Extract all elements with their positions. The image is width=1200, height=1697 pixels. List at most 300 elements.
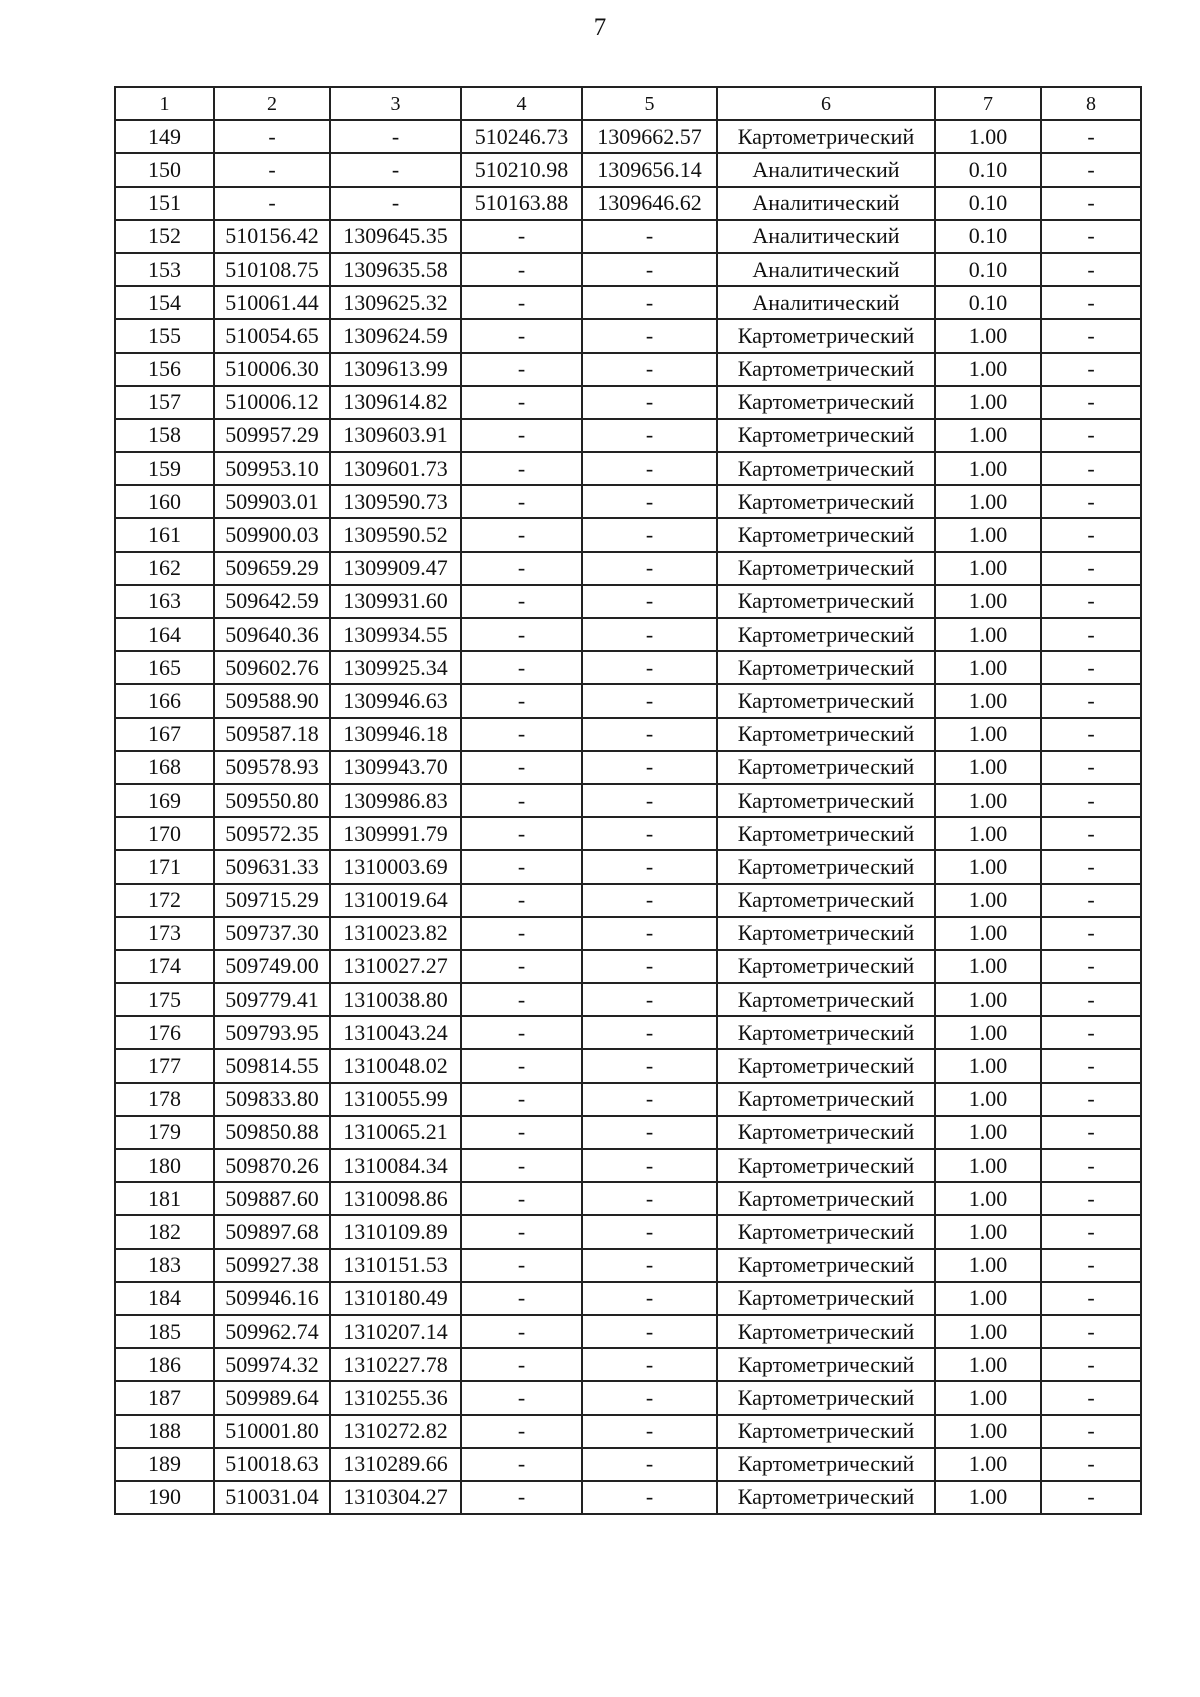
point-number-cell: 160 [115, 485, 214, 518]
point-number-cell: 190 [115, 1481, 214, 1514]
x-coordinate-alt-cell: - [461, 518, 582, 551]
note-cell: - [1041, 1083, 1141, 1116]
x-coordinate-alt-cell: - [461, 253, 582, 286]
note-cell: - [1041, 1116, 1141, 1149]
method-cell: Картометрический [717, 950, 935, 983]
x-coordinate-cell: 509715.29 [214, 884, 330, 917]
accuracy-cell: 1.00 [935, 1481, 1041, 1514]
accuracy-cell: 1.00 [935, 1448, 1041, 1481]
x-coordinate-alt-cell: - [461, 1448, 582, 1481]
accuracy-cell: 0.10 [935, 220, 1041, 253]
table-row [115, 552, 1141, 585]
y-coordinate-cell: 1310289.66 [330, 1448, 461, 1481]
y-coordinate-cell: 1310065.21 [330, 1116, 461, 1149]
method-cell: Картометрический [717, 1282, 935, 1315]
y-coordinate-cell: 1309614.82 [330, 386, 461, 419]
y-coordinate-cell: 1309625.32 [330, 286, 461, 319]
method-cell: Картометрический [717, 850, 935, 883]
method-cell: Аналитический [717, 220, 935, 253]
x-coordinate-alt-cell: - [461, 485, 582, 518]
y-coordinate-cell: - [330, 187, 461, 220]
note-cell: - [1041, 1415, 1141, 1448]
accuracy-cell: 1.00 [935, 120, 1041, 153]
column-header-6: 6 [717, 87, 935, 120]
x-coordinate-cell: 509953.10 [214, 452, 330, 485]
method-cell: Картометрический [717, 1315, 935, 1348]
accuracy-cell: 1.00 [935, 850, 1041, 883]
point-number-cell: 178 [115, 1083, 214, 1116]
accuracy-cell: 1.00 [935, 618, 1041, 651]
y-coordinate-alt-cell: - [582, 1016, 717, 1049]
y-coordinate-cell: 1309603.91 [330, 419, 461, 452]
y-coordinate-alt-cell: - [582, 1116, 717, 1149]
y-coordinate-alt-cell: - [582, 585, 717, 618]
x-coordinate-cell: 509974.32 [214, 1348, 330, 1381]
method-cell: Картометрический [717, 1016, 935, 1049]
y-coordinate-cell: 1309645.35 [330, 220, 461, 253]
x-coordinate-cell: 510018.63 [214, 1448, 330, 1481]
accuracy-cell: 1.00 [935, 419, 1041, 452]
y-coordinate-alt-cell: 1309646.62 [582, 187, 717, 220]
point-number-cell: 163 [115, 585, 214, 618]
note-cell: - [1041, 253, 1141, 286]
method-cell: Картометрический [717, 983, 935, 1016]
accuracy-cell: 1.00 [935, 518, 1041, 551]
note-cell: - [1041, 684, 1141, 717]
y-coordinate-cell: 1309909.47 [330, 552, 461, 585]
x-coordinate-cell: 510006.12 [214, 386, 330, 419]
note-cell: - [1041, 1282, 1141, 1315]
table-row [115, 1049, 1141, 1082]
x-coordinate-alt-cell: 510246.73 [461, 120, 582, 153]
table-row [115, 1315, 1141, 1348]
y-coordinate-alt-cell: - [582, 485, 717, 518]
table-row [115, 153, 1141, 186]
table-row [115, 1016, 1141, 1049]
y-coordinate-alt-cell: - [582, 1049, 717, 1082]
table-row [115, 220, 1141, 253]
note-cell: - [1041, 784, 1141, 817]
column-header-7: 7 [935, 87, 1041, 120]
note-cell: - [1041, 1016, 1141, 1049]
note-cell: - [1041, 1481, 1141, 1514]
x-coordinate-cell: 509962.74 [214, 1315, 330, 1348]
method-cell: Картометрический [717, 1415, 935, 1448]
method-cell: Картометрический [717, 120, 935, 153]
accuracy-cell: 1.00 [935, 684, 1041, 717]
y-coordinate-cell: 1309946.63 [330, 684, 461, 717]
header-row [115, 87, 1141, 120]
y-coordinate-cell: 1309590.52 [330, 518, 461, 551]
method-cell: Картометрический [717, 618, 935, 651]
accuracy-cell: 1.00 [935, 1315, 1041, 1348]
accuracy-cell: 1.00 [935, 1116, 1041, 1149]
x-coordinate-alt-cell: - [461, 1049, 582, 1082]
y-coordinate-alt-cell: - [582, 1083, 717, 1116]
note-cell: - [1041, 917, 1141, 950]
x-coordinate-alt-cell: - [461, 1348, 582, 1381]
point-number-cell: 173 [115, 917, 214, 950]
x-coordinate-alt-cell: - [461, 884, 582, 917]
accuracy-cell: 1.00 [935, 950, 1041, 983]
method-cell: Аналитический [717, 286, 935, 319]
table-row [115, 585, 1141, 618]
table-row [115, 1348, 1141, 1381]
x-coordinate-cell: 509631.33 [214, 850, 330, 883]
x-coordinate-cell: 509572.35 [214, 817, 330, 850]
note-cell: - [1041, 983, 1141, 1016]
method-cell: Аналитический [717, 153, 935, 186]
table-row [115, 1415, 1141, 1448]
method-cell: Картометрический [717, 684, 935, 717]
x-coordinate-alt-cell: - [461, 817, 582, 850]
x-coordinate-cell: 509957.29 [214, 419, 330, 452]
point-number-cell: 158 [115, 419, 214, 452]
y-coordinate-cell: 1309613.99 [330, 353, 461, 386]
x-coordinate-alt-cell: - [461, 651, 582, 684]
x-coordinate-alt-cell: - [461, 353, 582, 386]
method-cell: Картометрический [717, 884, 935, 917]
y-coordinate-cell: 1310055.99 [330, 1083, 461, 1116]
accuracy-cell: 1.00 [935, 552, 1041, 585]
x-coordinate-alt-cell: - [461, 552, 582, 585]
note-cell: - [1041, 220, 1141, 253]
method-cell: Аналитический [717, 253, 935, 286]
note-cell: - [1041, 187, 1141, 220]
note-cell: - [1041, 286, 1141, 319]
table-row [115, 983, 1141, 1016]
accuracy-cell: 1.00 [935, 585, 1041, 618]
x-coordinate-alt-cell: - [461, 1083, 582, 1116]
x-coordinate-alt-cell: - [461, 1249, 582, 1282]
table-row [115, 1182, 1141, 1215]
x-coordinate-alt-cell: - [461, 1415, 582, 1448]
x-coordinate-alt-cell: - [461, 1182, 582, 1215]
column-header-8: 8 [1041, 87, 1141, 120]
note-cell: - [1041, 518, 1141, 551]
x-coordinate-cell: 509550.80 [214, 784, 330, 817]
accuracy-cell: 1.00 [935, 718, 1041, 751]
x-coordinate-cell: 510006.30 [214, 353, 330, 386]
y-coordinate-alt-cell: - [582, 1415, 717, 1448]
note-cell: - [1041, 1049, 1141, 1082]
point-number-cell: 161 [115, 518, 214, 551]
x-coordinate-cell: - [214, 120, 330, 153]
point-number-cell: 151 [115, 187, 214, 220]
x-coordinate-alt-cell: 510163.88 [461, 187, 582, 220]
x-coordinate-alt-cell: - [461, 1381, 582, 1414]
note-cell: - [1041, 353, 1141, 386]
y-coordinate-cell: 1310048.02 [330, 1049, 461, 1082]
table-row [115, 386, 1141, 419]
y-coordinate-cell: 1310038.80 [330, 983, 461, 1016]
table-row [115, 817, 1141, 850]
point-number-cell: 170 [115, 817, 214, 850]
y-coordinate-alt-cell: - [582, 751, 717, 784]
note-cell: - [1041, 1315, 1141, 1348]
accuracy-cell: 0.10 [935, 187, 1041, 220]
point-number-cell: 166 [115, 684, 214, 717]
y-coordinate-cell: 1310027.27 [330, 950, 461, 983]
point-number-cell: 175 [115, 983, 214, 1016]
point-number-cell: 180 [115, 1149, 214, 1182]
table-row [115, 1149, 1141, 1182]
table-row [115, 1448, 1141, 1481]
x-coordinate-cell: 509640.36 [214, 618, 330, 651]
x-coordinate-alt-cell: - [461, 1481, 582, 1514]
note-cell: - [1041, 153, 1141, 186]
x-coordinate-cell: 509900.03 [214, 518, 330, 551]
y-coordinate-alt-cell: - [582, 618, 717, 651]
y-coordinate-cell: 1309946.18 [330, 718, 461, 751]
accuracy-cell: 1.00 [935, 1049, 1041, 1082]
accuracy-cell: 1.00 [935, 1282, 1041, 1315]
y-coordinate-alt-cell: - [582, 950, 717, 983]
table-row [115, 850, 1141, 883]
column-header-5: 5 [582, 87, 717, 120]
method-cell: Картометрический [717, 452, 935, 485]
y-coordinate-cell: 1309601.73 [330, 452, 461, 485]
x-coordinate-alt-cell: - [461, 220, 582, 253]
y-coordinate-alt-cell: - [582, 817, 717, 850]
point-number-cell: 150 [115, 153, 214, 186]
note-cell: - [1041, 884, 1141, 917]
point-number-cell: 189 [115, 1448, 214, 1481]
table-body [115, 120, 1141, 1514]
y-coordinate-alt-cell: - [582, 1315, 717, 1348]
x-coordinate-cell: 510156.42 [214, 220, 330, 253]
note-cell: - [1041, 1182, 1141, 1215]
note-cell: - [1041, 120, 1141, 153]
method-cell: Картометрический [717, 1481, 935, 1514]
y-coordinate-cell: 1309635.58 [330, 253, 461, 286]
y-coordinate-cell: 1310084.34 [330, 1149, 461, 1182]
point-number-cell: 162 [115, 552, 214, 585]
y-coordinate-cell: 1310098.86 [330, 1182, 461, 1215]
x-coordinate-cell: 509887.60 [214, 1182, 330, 1215]
table-row [115, 286, 1141, 319]
table-header [115, 87, 1141, 120]
y-coordinate-alt-cell: - [582, 552, 717, 585]
y-coordinate-cell: 1310207.14 [330, 1315, 461, 1348]
accuracy-cell: 1.00 [935, 1381, 1041, 1414]
y-coordinate-cell: 1310255.36 [330, 1381, 461, 1414]
page-number: 7 [593, 14, 607, 41]
note-cell: - [1041, 1149, 1141, 1182]
table-row [115, 1083, 1141, 1116]
table-row [115, 884, 1141, 917]
y-coordinate-alt-cell: - [582, 651, 717, 684]
column-header-4: 4 [461, 87, 582, 120]
point-number-cell: 172 [115, 884, 214, 917]
accuracy-cell: 1.00 [935, 983, 1041, 1016]
y-coordinate-cell: - [330, 153, 461, 186]
y-coordinate-cell: 1310227.78 [330, 1348, 461, 1381]
x-coordinate-alt-cell: - [461, 1116, 582, 1149]
accuracy-cell: 1.00 [935, 485, 1041, 518]
y-coordinate-cell: 1309986.83 [330, 784, 461, 817]
y-coordinate-alt-cell: - [582, 253, 717, 286]
x-coordinate-alt-cell: - [461, 386, 582, 419]
table-row [115, 518, 1141, 551]
table-row [115, 1116, 1141, 1149]
table-row [115, 319, 1141, 352]
point-number-cell: 184 [115, 1282, 214, 1315]
point-number-cell: 182 [115, 1215, 214, 1248]
method-cell: Картометрический [717, 651, 935, 684]
x-coordinate-cell: 509749.00 [214, 950, 330, 983]
method-cell: Картометрический [717, 552, 935, 585]
x-coordinate-alt-cell: - [461, 585, 582, 618]
point-number-cell: 174 [115, 950, 214, 983]
accuracy-cell: 1.00 [935, 917, 1041, 950]
x-coordinate-cell: - [214, 153, 330, 186]
x-coordinate-cell: 509659.29 [214, 552, 330, 585]
point-number-cell: 168 [115, 751, 214, 784]
y-coordinate-alt-cell: - [582, 1249, 717, 1282]
table-row [115, 651, 1141, 684]
y-coordinate-alt-cell: - [582, 353, 717, 386]
x-coordinate-alt-cell: - [461, 286, 582, 319]
x-coordinate-cell: 509588.90 [214, 684, 330, 717]
y-coordinate-alt-cell: - [582, 1149, 717, 1182]
y-coordinate-alt-cell: - [582, 1448, 717, 1481]
method-cell: Картометрический [717, 1149, 935, 1182]
point-number-cell: 169 [115, 784, 214, 817]
y-coordinate-cell: - [330, 120, 461, 153]
x-coordinate-cell: 510054.65 [214, 319, 330, 352]
y-coordinate-cell: 1310151.53 [330, 1249, 461, 1282]
accuracy-cell: 0.10 [935, 253, 1041, 286]
table-row [115, 452, 1141, 485]
x-coordinate-alt-cell: - [461, 1315, 582, 1348]
y-coordinate-alt-cell: 1309662.57 [582, 120, 717, 153]
accuracy-cell: 1.00 [935, 817, 1041, 850]
accuracy-cell: 1.00 [935, 1182, 1041, 1215]
point-number-cell: 176 [115, 1016, 214, 1049]
table-row [115, 917, 1141, 950]
y-coordinate-alt-cell: - [582, 1381, 717, 1414]
table-row [115, 618, 1141, 651]
note-cell: - [1041, 1381, 1141, 1414]
note-cell: - [1041, 618, 1141, 651]
coordinates-table [114, 86, 1142, 1515]
y-coordinate-alt-cell: - [582, 1481, 717, 1514]
y-coordinate-alt-cell: - [582, 884, 717, 917]
x-coordinate-alt-cell: - [461, 751, 582, 784]
x-coordinate-alt-cell: - [461, 1215, 582, 1248]
point-number-cell: 167 [115, 718, 214, 751]
y-coordinate-cell: 1309624.59 [330, 319, 461, 352]
point-number-cell: 185 [115, 1315, 214, 1348]
method-cell: Картометрический [717, 585, 935, 618]
method-cell: Картометрический [717, 784, 935, 817]
y-coordinate-alt-cell: - [582, 419, 717, 452]
x-coordinate-cell: 509870.26 [214, 1149, 330, 1182]
y-coordinate-cell: 1309925.34 [330, 651, 461, 684]
accuracy-cell: 1.00 [935, 452, 1041, 485]
point-number-cell: 164 [115, 618, 214, 651]
method-cell: Картометрический [717, 917, 935, 950]
table-row [115, 187, 1141, 220]
method-cell: Картометрический [717, 1448, 935, 1481]
note-cell: - [1041, 651, 1141, 684]
point-number-cell: 187 [115, 1381, 214, 1414]
table-row [115, 419, 1141, 452]
x-coordinate-cell: 509833.80 [214, 1083, 330, 1116]
x-coordinate-cell: 510031.04 [214, 1481, 330, 1514]
x-coordinate-alt-cell: - [461, 917, 582, 950]
point-number-cell: 188 [115, 1415, 214, 1448]
x-coordinate-cell: 509793.95 [214, 1016, 330, 1049]
note-cell: - [1041, 552, 1141, 585]
x-coordinate-cell: 509989.64 [214, 1381, 330, 1414]
table-row [115, 1381, 1141, 1414]
point-number-cell: 152 [115, 220, 214, 253]
table-row [115, 1481, 1141, 1514]
x-coordinate-cell: 509814.55 [214, 1049, 330, 1082]
method-cell: Картометрический [717, 1083, 935, 1116]
point-number-cell: 183 [115, 1249, 214, 1282]
note-cell: - [1041, 751, 1141, 784]
table-row [115, 253, 1141, 286]
point-number-cell: 155 [115, 319, 214, 352]
x-coordinate-cell: 509602.76 [214, 651, 330, 684]
x-coordinate-cell: 509927.38 [214, 1249, 330, 1282]
accuracy-cell: 1.00 [935, 651, 1041, 684]
y-coordinate-cell: 1309943.70 [330, 751, 461, 784]
table-row [115, 718, 1141, 751]
x-coordinate-cell: 509578.93 [214, 751, 330, 784]
table-row [115, 485, 1141, 518]
accuracy-cell: 1.00 [935, 751, 1041, 784]
y-coordinate-cell: 1310304.27 [330, 1481, 461, 1514]
column-header-1: 1 [115, 87, 214, 120]
y-coordinate-cell: 1310109.89 [330, 1215, 461, 1248]
table-row [115, 751, 1141, 784]
accuracy-cell: 1.00 [935, 1016, 1041, 1049]
accuracy-cell: 1.00 [935, 1149, 1041, 1182]
accuracy-cell: 1.00 [935, 1249, 1041, 1282]
x-coordinate-alt-cell: 510210.98 [461, 153, 582, 186]
method-cell: Картометрический [717, 817, 935, 850]
column-header-2: 2 [214, 87, 330, 120]
note-cell: - [1041, 1215, 1141, 1248]
note-cell: - [1041, 950, 1141, 983]
method-cell: Картометрический [717, 718, 935, 751]
note-cell: - [1041, 817, 1141, 850]
point-number-cell: 159 [115, 452, 214, 485]
accuracy-cell: 1.00 [935, 386, 1041, 419]
table-row [115, 950, 1141, 983]
y-coordinate-cell: 1309590.73 [330, 485, 461, 518]
y-coordinate-alt-cell: - [582, 518, 717, 551]
y-coordinate-cell: 1310180.49 [330, 1282, 461, 1315]
y-coordinate-alt-cell: - [582, 386, 717, 419]
point-number-cell: 154 [115, 286, 214, 319]
x-coordinate-alt-cell: - [461, 1282, 582, 1315]
accuracy-cell: 1.00 [935, 1083, 1041, 1116]
accuracy-cell: 1.00 [935, 319, 1041, 352]
y-coordinate-alt-cell: 1309656.14 [582, 153, 717, 186]
y-coordinate-alt-cell: - [582, 1215, 717, 1248]
table-row [115, 684, 1141, 717]
y-coordinate-alt-cell: - [582, 784, 717, 817]
x-coordinate-cell: 509737.30 [214, 917, 330, 950]
note-cell: - [1041, 850, 1141, 883]
column-header-3: 3 [330, 87, 461, 120]
note-cell: - [1041, 419, 1141, 452]
